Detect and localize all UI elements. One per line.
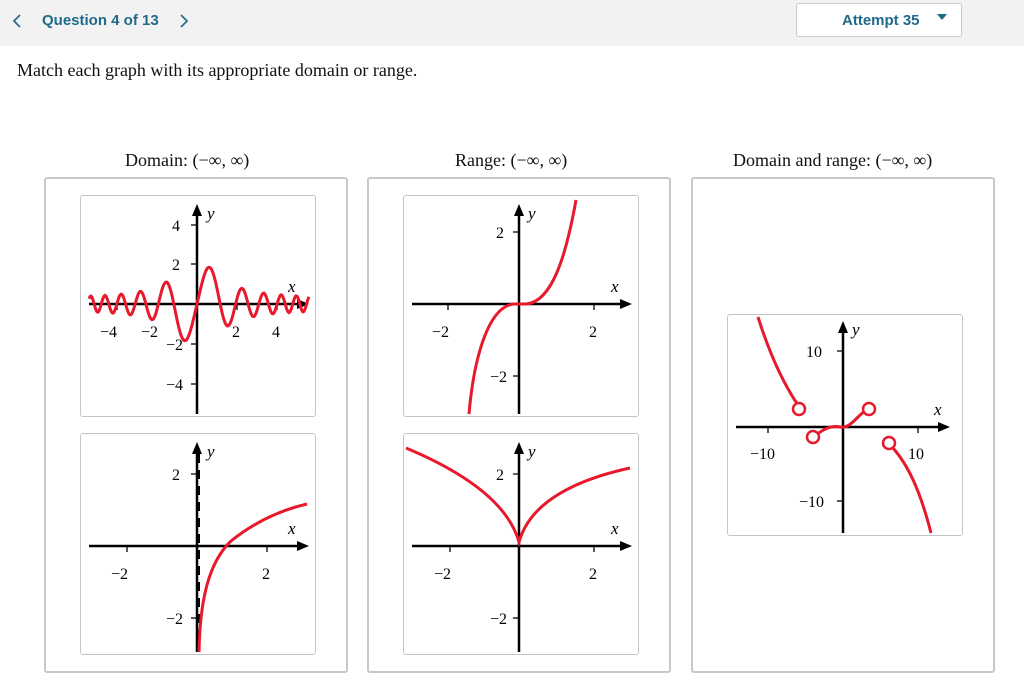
open-circle — [807, 431, 819, 443]
y-tick-label: 2 — [496, 467, 504, 484]
x-tick-label: 2 — [232, 324, 240, 341]
x-tick-label: −4 — [100, 324, 118, 341]
chevron-right-icon — [175, 11, 193, 31]
open-circle — [883, 437, 895, 449]
question-counter: Question 4 of 13 — [42, 12, 159, 29]
cubic-curve — [469, 200, 576, 414]
x-tick-label: 4 — [272, 324, 280, 341]
next-question-button[interactable] — [175, 11, 193, 31]
open-circle — [863, 403, 875, 415]
middle-branch — [816, 411, 865, 435]
zone-heading-range: Range: (−∞, ∞) — [455, 150, 568, 170]
graph-tile-logarithmic[interactable] — [80, 433, 316, 655]
x-axis-label: x — [934, 400, 942, 419]
x-tick-label: 10 — [908, 446, 924, 463]
y-tick-label: −2 — [490, 611, 508, 628]
graph-tile-piecewise[interactable] — [727, 314, 963, 536]
left-branch — [758, 317, 798, 405]
x-tick-label: 2 — [589, 566, 597, 583]
chevron-left-icon — [8, 11, 26, 31]
x-tick-label: 2 — [589, 324, 597, 341]
y-axis-label: y — [852, 320, 860, 339]
y-axis-label: y — [207, 442, 215, 461]
attempt-label: Attempt 35 — [842, 12, 920, 29]
y-tick-label: −2 — [166, 611, 184, 628]
x-tick-label: −2 — [111, 566, 129, 583]
graph-tile-oscillating[interactable] — [80, 195, 316, 417]
x-axis-label: x — [611, 277, 619, 296]
graph-tile-cubic[interactable] — [403, 195, 639, 417]
x-axis-label: x — [288, 277, 296, 296]
y-tick-label: 2 — [172, 467, 180, 484]
x-axis-label: x — [288, 519, 296, 538]
graph-tile-cusp[interactable] — [403, 433, 639, 655]
open-circle — [793, 403, 805, 415]
logarithmic-graph — [81, 434, 316, 655]
zone-heading-domain: Domain: (−∞, ∞) — [125, 150, 250, 170]
y-axis-label: y — [528, 204, 536, 223]
x-tick-label: 2 — [262, 566, 270, 583]
y-tick-label: 10 — [806, 344, 822, 361]
y-tick-label: 2 — [172, 257, 180, 274]
cubic-graph — [404, 196, 639, 417]
x-tick-label: −10 — [750, 446, 776, 463]
y-axis-label: y — [528, 442, 536, 461]
x-tick-label: −2 — [432, 324, 450, 341]
attempt-dropdown[interactable] — [796, 3, 962, 37]
zone-heading-domain-and-range: Domain and range: (−∞, ∞) — [733, 150, 933, 170]
caret-down-icon — [937, 14, 947, 20]
y-tick-label: 4 — [172, 218, 180, 235]
piecewise-graph — [728, 315, 963, 536]
y-tick-label: 2 — [496, 225, 504, 242]
x-axis-label: x — [611, 519, 619, 538]
top-bar — [0, 0, 1024, 46]
y-tick-label: −2 — [166, 337, 184, 354]
oscillating-graph — [81, 196, 316, 417]
x-tick-label: −2 — [141, 324, 159, 341]
y-tick-label: −10 — [799, 494, 825, 511]
y-tick-label: −4 — [166, 377, 184, 394]
previous-question-button[interactable] — [8, 11, 26, 31]
y-tick-label: −2 — [490, 369, 508, 386]
question-prompt: Match each graph with its appropriate domain or range. — [17, 60, 418, 80]
y-axis-label: y — [207, 204, 215, 223]
x-tick-label: −2 — [434, 566, 452, 583]
cusp-graph — [404, 434, 639, 655]
